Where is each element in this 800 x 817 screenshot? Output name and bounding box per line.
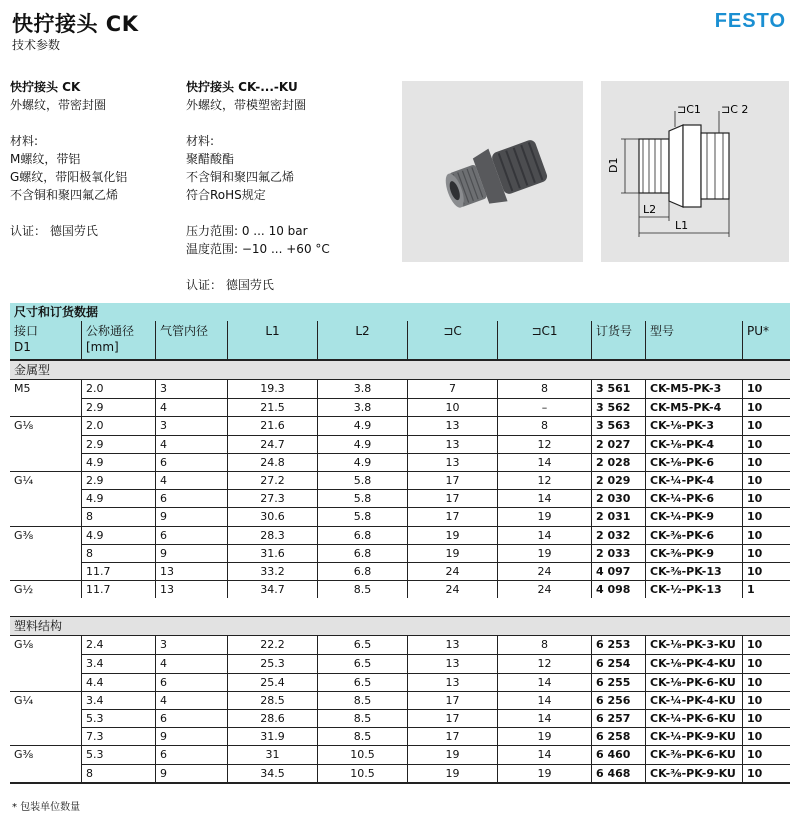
drawing-label-wrench2: ⊐C 2 <box>721 103 749 116</box>
cell-s: 13 <box>408 636 498 654</box>
page-title: 快拧接头 CK <box>12 12 139 36</box>
table-row <box>10 562 790 580</box>
cell-t: 6 <box>156 526 228 544</box>
table-row <box>10 691 790 709</box>
cell-m: CK-⅛-PK-6-KU <box>646 673 743 691</box>
cell-pu: 10 <box>747 382 763 395</box>
cell-l1: 28.3 <box>228 526 318 544</box>
cell-pu: 10 <box>743 709 790 727</box>
cell-m: CK-¼-PK-4-KU <box>646 691 743 709</box>
cell-s: 10 <box>408 398 498 416</box>
cell-m: CK-M5-PK-3 <box>646 380 743 398</box>
cell-m: CK-½-PK-13 <box>646 580 743 598</box>
cell-l1: 21.6 <box>228 416 318 434</box>
cell-pu: 10 <box>743 453 790 471</box>
cell-l1: 25.3 <box>228 654 318 672</box>
table-row <box>10 764 790 782</box>
page-subtitle: 技术参数 <box>12 38 61 52</box>
cell-o: 6 254 <box>592 654 646 672</box>
cell-l1: 30.6 <box>228 507 318 525</box>
cell-t: 3 <box>156 636 228 654</box>
cell-p <box>10 654 82 672</box>
cell-l2: 8.5 <box>318 727 408 745</box>
cell-n: 4.4 <box>82 673 156 691</box>
cell-l2: 6.8 <box>318 544 408 562</box>
cell-pu: 10 <box>743 764 790 782</box>
cell-m: CK-¼-PK-4 <box>646 471 743 489</box>
order-data-table <box>10 303 790 784</box>
cell-l1: 19.3 <box>228 380 318 398</box>
cell-pu: 10 <box>743 507 790 525</box>
cell-n: 4.9 <box>82 526 156 544</box>
cell-l2: 8.5 <box>318 709 408 727</box>
cell-o: 2 029 <box>592 471 646 489</box>
col-header-tube: 气管内径 <box>156 321 228 359</box>
cell-l1: 27.2 <box>228 471 318 489</box>
col-header-port: 接口 D1 <box>10 321 82 359</box>
cell-m: CK-¼-PK-6 <box>646 489 743 507</box>
cell-l2: 4.9 <box>318 453 408 471</box>
left-mat-label: 材料: <box>10 134 39 148</box>
cell-l2: 4.9 <box>318 416 408 434</box>
cell-s: 13 <box>408 435 498 453</box>
col-header-nominal: 公称通径 [mm] <box>82 321 156 359</box>
cell-s: 19 <box>408 764 498 782</box>
cell-o: 3 561 <box>592 380 646 398</box>
table-row <box>10 745 790 763</box>
col-header-l2: L2 <box>318 321 408 359</box>
cell-l1: 31.6 <box>228 544 318 562</box>
cell-pu: 10 <box>743 654 790 672</box>
cell-l1: 34.5 <box>228 764 318 782</box>
table-row <box>10 489 790 507</box>
cell-l2: 3.8 <box>318 398 408 416</box>
cell-s1: 24 <box>498 562 592 580</box>
technical-drawing <box>601 81 789 262</box>
cell-t: 9 <box>156 544 228 562</box>
cell-l1: 31 <box>228 745 318 763</box>
cell-pu: 10 <box>743 562 790 580</box>
cell-p <box>10 435 82 453</box>
cell-p: G⅜ <box>10 745 82 763</box>
cell-l2: 3.8 <box>318 380 408 398</box>
cell-pu: 10 <box>743 471 790 489</box>
cell-s: 13 <box>408 416 498 434</box>
cell-s: 13 <box>408 453 498 471</box>
cell-n: 11.7 <box>82 562 156 580</box>
cell-n: 8 <box>82 764 156 782</box>
cell-m: CK-M5-PK-4 <box>646 398 743 416</box>
cell-l1: 21.5 <box>228 398 318 416</box>
table-row <box>10 398 790 416</box>
cell-s: 17 <box>408 507 498 525</box>
cell-l2: 6.5 <box>318 654 408 672</box>
cell-n: 5.3 <box>82 709 156 727</box>
cell-pu: 10 <box>743 398 790 416</box>
table-row <box>10 435 790 453</box>
cell-o: 2 031 <box>592 507 646 525</box>
cell-p <box>10 453 82 471</box>
cell-pu: 10 <box>747 638 763 652</box>
cell-m: CK-⅜-PK-6-KU <box>646 745 743 763</box>
left-heading: 快拧接头 CK <box>10 80 81 94</box>
cell-n: 8 <box>82 544 156 562</box>
cell-l1: 24.8 <box>228 453 318 471</box>
left-mat3: 不含铜和聚四氟乙烯 <box>10 188 119 202</box>
table-row <box>10 654 790 672</box>
cell-pu: 10 <box>743 691 790 709</box>
cell-t: 6 <box>156 489 228 507</box>
cell-l2: 6.5 <box>318 673 408 691</box>
cell-o: 6 468 <box>592 764 646 782</box>
cell-o: 4 097 <box>592 562 646 580</box>
cell-l2: 5.8 <box>318 489 408 507</box>
cell-s: 17 <box>408 709 498 727</box>
cell-s1: 19 <box>498 727 592 745</box>
cell-p <box>10 398 82 416</box>
cell-pu: 10 <box>743 489 790 507</box>
fitting-photo-icon <box>402 81 583 262</box>
cell-o: 6 258 <box>592 727 646 745</box>
mid-mat3: 符合RoHS规定 <box>186 188 266 202</box>
cell-p: G¼ <box>10 471 82 489</box>
mid-mat1: 聚醋酸酯 <box>186 152 235 166</box>
cell-t: 6 <box>156 673 228 691</box>
cell-t: 4 <box>156 654 228 672</box>
cell-s1: 8 <box>498 416 592 434</box>
cell-m: CK-⅛-PK-3 <box>646 416 743 434</box>
table-title: 尺寸和订货数据 <box>10 303 790 321</box>
cell-s1: 19 <box>498 764 592 782</box>
cell-t: 4 <box>156 471 228 489</box>
cell-pu: 10 <box>743 416 790 434</box>
cell-t: 3 <box>156 416 228 434</box>
cell-s1: 19 <box>498 544 592 562</box>
cell-t: 4 <box>156 435 228 453</box>
cell-m: CK-¼-PK-6-KU <box>646 709 743 727</box>
col-header-type: 型号 <box>646 321 743 359</box>
cell-n: 3.4 <box>82 654 156 672</box>
table-row <box>10 453 790 471</box>
left-mat2: G螺纹，带阳极氧化铝 <box>10 170 128 184</box>
cell-l2: 5.8 <box>318 471 408 489</box>
cell-o: 6 460 <box>592 745 646 763</box>
cell-t: 6 <box>156 453 228 471</box>
cell-p: G½ <box>10 580 82 598</box>
plastic-rows <box>10 636 790 782</box>
cell-m: CK-⅜-PK-9-KU <box>646 764 743 782</box>
cell-s1: – <box>498 398 592 416</box>
mid-heading: 快拧接头 CK-...-KU <box>186 80 298 94</box>
cell-l1: 28.6 <box>228 709 318 727</box>
cell-p: G⅛ <box>10 636 82 654</box>
dimension-drawing-icon <box>601 81 789 262</box>
cell-o: 3 562 <box>592 398 646 416</box>
cell-l2: 10.5 <box>318 764 408 782</box>
cell-n: 3.4 <box>82 691 156 709</box>
cell-s1: 14 <box>498 453 592 471</box>
table-row <box>10 709 790 727</box>
cell-o: 6 257 <box>592 709 646 727</box>
mid-pressure: 压力范围: 0 ... 10 bar <box>186 224 308 238</box>
cell-n: 2.0 <box>82 380 156 398</box>
cell-n: 2.9 <box>82 471 156 489</box>
cell-l1: 34.7 <box>228 580 318 598</box>
cell-l2: 6.8 <box>318 562 408 580</box>
cell-s1: 24 <box>498 580 592 598</box>
cell-s1: 8 <box>498 636 592 654</box>
cell-m: CK-⅛-PK-6 <box>646 453 743 471</box>
cell-n: 2.0 <box>82 416 156 434</box>
table-row <box>10 526 790 544</box>
cell-n: 5.3 <box>82 745 156 763</box>
cell-s1: 8 <box>498 380 592 398</box>
drawing-label-wrench1: ⊐C1 <box>677 103 701 116</box>
cell-t: 9 <box>156 507 228 525</box>
cell-pu: 10 <box>743 673 790 691</box>
cell-s1: 12 <box>498 654 592 672</box>
left-cert: 认证： 德国劳氏 <box>10 224 98 238</box>
cell-s1: 19 <box>498 507 592 525</box>
cell-o: 3 563 <box>592 416 646 434</box>
col-header-l1: L1 <box>228 321 318 359</box>
cell-m: CK-⅜-PK-9 <box>646 544 743 562</box>
mid-mat-label: 材料: <box>186 134 215 148</box>
cell-o: 6 256 <box>592 691 646 709</box>
cell-m: CK-⅛-PK-4-KU <box>646 654 743 672</box>
cell-s: 19 <box>408 745 498 763</box>
cell-s: 13 <box>408 654 498 672</box>
table-header <box>10 321 790 361</box>
cell-l1: 28.5 <box>228 691 318 709</box>
cell-o: 6 255 <box>592 673 646 691</box>
cell-s1: 14 <box>498 691 592 709</box>
col-header-wrench: ⊐C <box>408 321 498 359</box>
section-plastic: 塑料结构 <box>10 617 790 636</box>
cell-t: 13 <box>156 562 228 580</box>
table-row <box>10 416 790 434</box>
cell-s1: 14 <box>498 709 592 727</box>
cell-pu: 10 <box>743 745 790 763</box>
cell-l2: 4.9 <box>318 435 408 453</box>
brand-logo: FESTO <box>714 10 786 32</box>
cell-l1: 33.2 <box>228 562 318 580</box>
cell-s1: 14 <box>498 745 592 763</box>
cell-s: 17 <box>408 727 498 745</box>
cell-n: 2.9 <box>82 398 156 416</box>
cell-n: 4.9 <box>82 453 156 471</box>
cell-p: G¼ <box>10 691 82 709</box>
cell-t: 3 <box>156 380 228 398</box>
cell-s: 13 <box>408 673 498 691</box>
col-header-order-no: 订货号 <box>592 321 646 359</box>
footnote: * 包装单位数量 <box>12 802 81 813</box>
cell-pu: 10 <box>743 526 790 544</box>
left-mat1: M螺纹，带铝 <box>10 152 81 166</box>
cell-o: 6 253 <box>592 636 646 654</box>
cell-p <box>10 764 82 782</box>
cell-l1: 25.4 <box>228 673 318 691</box>
cell-t: 6 <box>156 745 228 763</box>
cell-p <box>10 673 82 691</box>
table-row <box>10 673 790 691</box>
table-row <box>10 544 790 562</box>
cell-n: 11.7 <box>82 580 156 598</box>
cell-p: M5 <box>10 380 82 398</box>
cell-p <box>10 489 82 507</box>
cell-s1: 14 <box>498 489 592 507</box>
col-header-wrench1: ⊐C1 <box>498 321 592 359</box>
mid-info-column <box>186 78 396 294</box>
cell-p <box>10 507 82 525</box>
cell-p: G⅛ <box>10 416 82 434</box>
cell-t: 4 <box>156 691 228 709</box>
cell-n: 2.9 <box>82 435 156 453</box>
metal-rows <box>10 380 790 598</box>
cell-m: CK-⅜-PK-6 <box>646 526 743 544</box>
section-metal: 金属型 <box>10 361 790 380</box>
cell-t: 9 <box>156 764 228 782</box>
drawing-label-l1: L1 <box>675 219 689 232</box>
cell-o: 4 098 <box>592 580 646 598</box>
cell-s1: 14 <box>498 673 592 691</box>
cell-l1: 31.9 <box>228 727 318 745</box>
cell-s: 19 <box>408 544 498 562</box>
mid-temp: 温度范围: −10 ... +60 °C <box>186 242 330 256</box>
cell-t: 4 <box>156 398 228 416</box>
cell-o: 2 027 <box>592 435 646 453</box>
cell-p <box>10 709 82 727</box>
cell-s: 24 <box>408 580 498 598</box>
cell-p: G⅜ <box>10 526 82 544</box>
cell-s: 19 <box>408 526 498 544</box>
left-info-column <box>10 78 180 240</box>
cell-o: 2 028 <box>592 453 646 471</box>
cell-o: 2 033 <box>592 544 646 562</box>
cell-s: 17 <box>408 691 498 709</box>
cell-s: 17 <box>408 471 498 489</box>
cell-l2: 10.5 <box>318 745 408 763</box>
cell-pu: 1 <box>743 580 790 598</box>
cell-pu: 10 <box>743 727 790 745</box>
cell-n: 4.9 <box>82 489 156 507</box>
cell-l1: 24.7 <box>228 435 318 453</box>
cell-m: CK-¼-PK-9-KU <box>646 727 743 745</box>
cell-p <box>10 544 82 562</box>
cell-m: CK-⅛-PK-4 <box>646 435 743 453</box>
cell-m: CK-⅜-PK-13 <box>646 562 743 580</box>
cell-t: 13 <box>156 580 228 598</box>
product-photo <box>402 81 583 262</box>
mid-cert: 认证： 德国劳氏 <box>186 278 274 292</box>
section-spacer <box>10 598 790 617</box>
cell-s1: 14 <box>498 526 592 544</box>
table-bottom-rule <box>10 782 790 784</box>
table-row <box>10 471 790 489</box>
cell-l2: 6.5 <box>318 636 408 654</box>
left-desc: 外螺纹，带密封圈 <box>10 98 107 112</box>
mid-mat2: 不含铜和聚四氟乙烯 <box>186 170 295 184</box>
drawing-label-d1: D1 <box>607 157 620 173</box>
cell-s: 24 <box>408 562 498 580</box>
mid-desc: 外螺纹，带模塑密封圈 <box>186 98 307 112</box>
cell-s1: 12 <box>498 435 592 453</box>
cell-l2: 5.8 <box>318 507 408 525</box>
cell-s: 7 <box>408 380 498 398</box>
cell-t: 9 <box>156 727 228 745</box>
table-row <box>10 727 790 745</box>
table-row <box>10 507 790 525</box>
cell-l1: 27.3 <box>228 489 318 507</box>
cell-p <box>10 562 82 580</box>
cell-o: 2 032 <box>592 526 646 544</box>
cell-t: 6 <box>156 709 228 727</box>
table-row <box>10 636 790 654</box>
table-row <box>10 380 790 398</box>
table-row <box>10 580 790 598</box>
col-header-pu: PU* <box>747 324 770 338</box>
cell-n: 8 <box>82 507 156 525</box>
cell-m: CK-⅛-PK-3-KU <box>646 636 743 654</box>
cell-s: 17 <box>408 489 498 507</box>
cell-n: 7.3 <box>82 727 156 745</box>
cell-l1: 22.2 <box>228 636 318 654</box>
cell-l2: 6.8 <box>318 526 408 544</box>
cell-pu: 10 <box>743 544 790 562</box>
cell-l2: 8.5 <box>318 580 408 598</box>
cell-pu: 10 <box>743 435 790 453</box>
cell-s1: 12 <box>498 471 592 489</box>
cell-n: 2.4 <box>82 636 156 654</box>
cell-p <box>10 727 82 745</box>
cell-l2: 8.5 <box>318 691 408 709</box>
cell-m: CK-¼-PK-9 <box>646 507 743 525</box>
drawing-label-l2: L2 <box>643 203 657 216</box>
cell-o: 2 030 <box>592 489 646 507</box>
